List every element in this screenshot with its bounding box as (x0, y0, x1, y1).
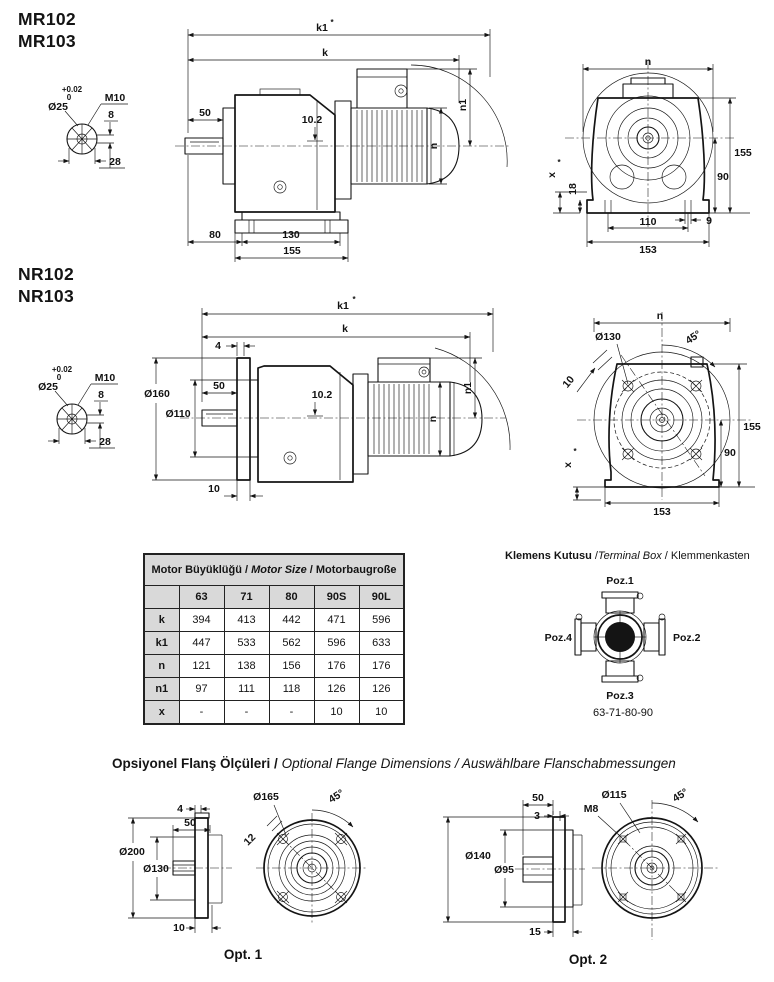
mr-front-view (535, 42, 774, 264)
terminal-title-de: Klemmenkasten (670, 550, 750, 562)
cell: 413 (224, 609, 269, 632)
cell: 447 (179, 632, 224, 655)
mr-shaft-end-detail (25, 80, 155, 192)
dim-flange-od: Ø140 (465, 850, 491, 862)
dim-n: n (656, 310, 664, 322)
dim-4: 4 (215, 340, 221, 352)
dim-k1: k1 (337, 300, 349, 312)
cell: 442 (269, 609, 314, 632)
dim-keyway-depth: 10.2 (301, 114, 323, 126)
cell: 596 (359, 609, 404, 632)
cell: 126 (359, 678, 404, 701)
cell: 138 (224, 655, 269, 678)
dim-angle: 45° (670, 786, 691, 805)
table-row (144, 701, 404, 725)
dim-bolt-circle: Ø130 (595, 331, 621, 343)
dim-hub-length: 50 (532, 792, 544, 804)
model-nr102: NR102 (18, 264, 74, 284)
col-header: 90L (359, 586, 404, 609)
terminal-title-sep: / (661, 550, 671, 562)
dim-spigot-depth: 4 (177, 803, 183, 815)
table-title (144, 554, 404, 586)
dim-tolerance-upper: +0.02 (51, 365, 73, 374)
dim-n1: n1 (462, 381, 474, 395)
row-label: x (144, 701, 179, 725)
dim-10: 10 (208, 483, 220, 495)
nr-side-geometry (152, 308, 510, 501)
cell: 10 (359, 701, 404, 725)
cell: - (224, 701, 269, 725)
table-row (144, 609, 404, 632)
terminal-box-title (505, 550, 750, 562)
col-header: 90S (314, 586, 359, 609)
dim-18: 18 (567, 183, 579, 195)
table-row (144, 632, 404, 655)
nr-model-heading (18, 263, 74, 307)
dim-thread: M8 (583, 803, 599, 815)
dim-shaft-diameter: Ø25 (48, 101, 68, 113)
table-title-de: Motorbaugroße (315, 564, 397, 576)
opt1-caption: Opt. 1 (223, 947, 263, 962)
cell: 176 (314, 655, 359, 678)
dim-k1-star: * (330, 18, 334, 27)
flange-title-sep: / (270, 756, 282, 771)
cell: 394 (179, 609, 224, 632)
table-title-sep: / (241, 564, 252, 576)
terminal-title-sep: / (591, 550, 598, 562)
dim-hub-width: 28 (99, 436, 111, 448)
dim-155: 155 (734, 147, 752, 159)
dim-tolerance-lower: 0 (66, 93, 72, 102)
col-header-blank (144, 586, 179, 609)
dim-k: k (342, 323, 348, 335)
dim-tolerance-upper: +0.02 (61, 85, 83, 94)
terminal-pos1-label: Poz.1 (606, 575, 634, 587)
col-header: 71 (224, 586, 269, 609)
flange-title-en: Optional Flange Dimensions (281, 756, 452, 771)
dim-k1: k1 (316, 22, 328, 34)
dim-flange-od: Ø160 (144, 388, 170, 400)
dim-bolt-circle: Ø165 (253, 791, 279, 803)
cell: 97 (179, 678, 224, 701)
nr-side-view (140, 290, 520, 525)
terminal-box-diagram (545, 568, 705, 720)
dim-thread: M10 (104, 92, 126, 104)
cell: - (179, 701, 224, 725)
dim-spigot: Ø95 (494, 864, 514, 876)
dim-angle: 45° (683, 328, 704, 347)
flange-title-tr: Opsiyonel Flanş Ölçüleri (112, 756, 271, 771)
nr-front-view (555, 300, 774, 535)
dim-thickness: 15 (529, 926, 541, 938)
cell: 126 (314, 678, 359, 701)
cell: 10 (314, 701, 359, 725)
terminal-box-geomet (575, 592, 665, 682)
table-title-tr: Motor Büyüklüğü (151, 564, 242, 576)
dim-key-height: 8 (108, 109, 114, 121)
dim-k1-star: * (352, 295, 356, 304)
terminal-pos3-label: Poz.3 (606, 690, 634, 702)
dim-spigot-depth: 3 (534, 810, 540, 822)
dim-k: k (322, 47, 328, 59)
model-mr103: MR103 (18, 31, 76, 51)
opt1-front-geometry (256, 805, 368, 925)
dim-x: x (546, 172, 558, 178)
opt2-front-geometry (592, 800, 720, 940)
dim-keyway-depth: 10.2 (311, 389, 333, 401)
table-row (144, 655, 404, 678)
dim-spigot: Ø110 (165, 408, 191, 420)
model-mr102: MR102 (18, 9, 76, 29)
terminal-pos4-label: Poz.4 (544, 632, 572, 644)
cell: 562 (269, 632, 314, 655)
dim-hub-length: 50 (184, 817, 196, 829)
opt2-side-geometry (443, 800, 585, 937)
motor-size-table (143, 553, 405, 725)
dim-shaft-diameter: Ø25 (38, 381, 58, 393)
flange-opt1-drawing (100, 785, 380, 965)
row-label: n (144, 655, 179, 678)
dim-155: 155 (743, 421, 761, 433)
flange-section-title (112, 756, 676, 771)
flange-opt2-drawing (420, 785, 730, 970)
dim-thread: M10 (94, 372, 116, 384)
col-header: 80 (269, 586, 314, 609)
mr-model-heading (18, 8, 76, 52)
row-label: n1 (144, 678, 179, 701)
row-label: k (144, 609, 179, 632)
nr-shaft-end-detail (15, 360, 145, 472)
dim-key-height: 8 (98, 389, 104, 401)
dim-x-star: * (573, 447, 577, 456)
dim-hole: 10 (560, 373, 578, 391)
cell: 633 (359, 632, 404, 655)
mr-side-geometry (175, 29, 511, 262)
dim-bolt-circle: Ø115 (601, 789, 627, 801)
mr-side-view (165, 15, 535, 267)
dim-x: x (562, 462, 574, 468)
dim-80: 80 (209, 229, 221, 241)
dim-hole: 12 (241, 831, 259, 849)
flange-title-de: Auswählbare Flanschabmessungen (461, 756, 676, 771)
cell: 118 (269, 678, 314, 701)
dim-thickness: 10 (173, 922, 185, 934)
cell: 156 (269, 655, 314, 678)
dim-angle: 45° (326, 787, 347, 806)
dim-155: 155 (283, 245, 301, 257)
terminal-sizes-label: 63-71-80-90 (593, 707, 653, 719)
cell: 471 (314, 609, 359, 632)
cell: 121 (179, 655, 224, 678)
table-title-sep: / (306, 564, 316, 576)
row-label: k1 (144, 632, 179, 655)
cell: 111 (224, 678, 269, 701)
model-nr103: NR103 (18, 286, 74, 306)
dim-flange-od: Ø200 (119, 846, 145, 858)
table-title-en: Motor Size (251, 564, 307, 576)
dim-n1: n1 (457, 98, 469, 112)
dim-9: 9 (706, 215, 712, 227)
dim-hub-width: 28 (109, 156, 121, 168)
dim-spigot: Ø130 (143, 863, 169, 875)
cell: 533 (224, 632, 269, 655)
cell: 176 (359, 655, 404, 678)
dim-153: 153 (653, 506, 671, 518)
dim-90: 90 (717, 171, 729, 183)
dim-n: n (427, 415, 439, 423)
dim-shaft-length: 50 (213, 380, 225, 392)
flange-title-sep: / (451, 756, 462, 771)
opt2-caption: Opt. 2 (568, 952, 608, 967)
cell: 596 (314, 632, 359, 655)
table-row (144, 678, 404, 701)
col-header: 63 (179, 586, 224, 609)
dim-90: 90 (724, 447, 736, 459)
dim-110: 110 (639, 216, 657, 228)
terminal-pos2-label: Poz.2 (673, 632, 701, 644)
terminal-title-en: Terminal Box (597, 550, 662, 562)
dim-130: 130 (282, 229, 300, 241)
dim-shaft-length: 50 (199, 107, 211, 119)
dim-x-star: * (557, 158, 561, 167)
dim-153: 153 (639, 244, 657, 256)
cell: - (269, 701, 314, 725)
terminal-title-tr: Klemens Kutusu (505, 550, 592, 562)
dim-n: n (644, 56, 652, 68)
dim-tolerance-lower: 0 (56, 373, 62, 382)
dim-n: n (428, 142, 440, 150)
